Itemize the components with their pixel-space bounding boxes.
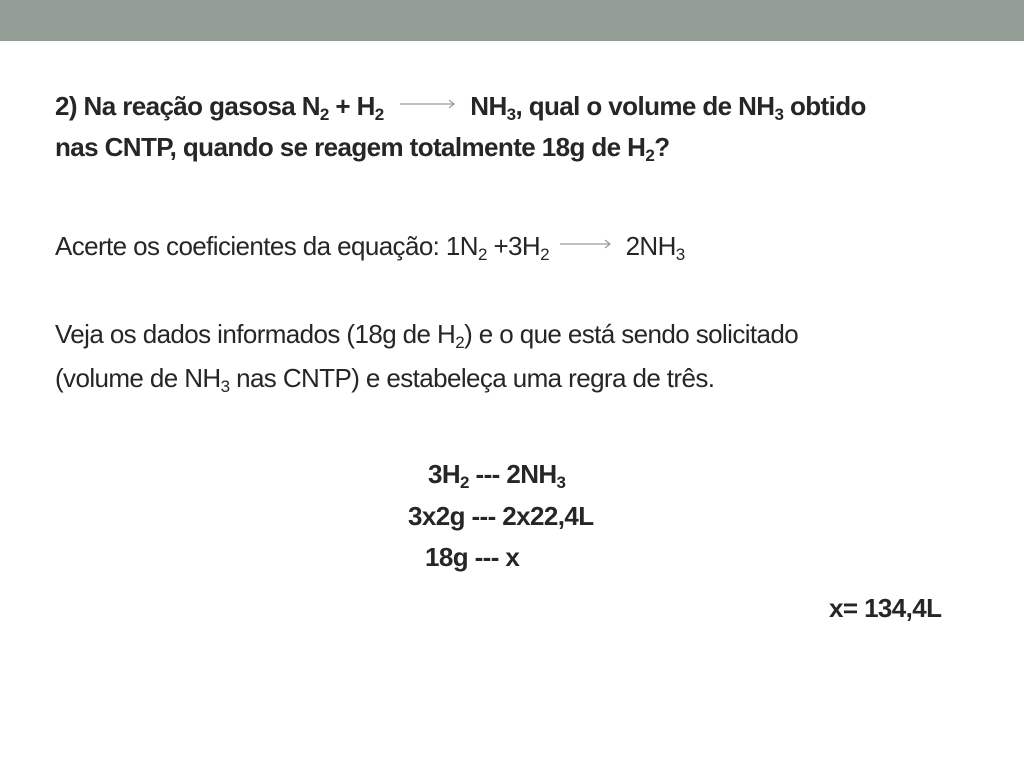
explanation-line-1 <box>55 314 798 354</box>
balance-prefix: Acerte os coeficientes da equação: 1N <box>55 231 478 261</box>
balance-product: 2NH <box>625 231 676 261</box>
explanation-line-2-sub: 3 <box>220 377 230 396</box>
question-line-2 <box>55 127 669 167</box>
formula-nh3: $NH_3$ <box>738 91 784 124</box>
question-line-1 <box>55 86 866 126</box>
balance-line <box>55 226 685 266</box>
reaction-arrow-icon <box>396 97 462 111</box>
calc-row-1-a: 3H <box>428 459 461 489</box>
question-middle: , qual o volume de <box>515 91 732 121</box>
result: x= 134,4L <box>829 593 942 623</box>
formula-n2: $N_2$ <box>301 91 329 124</box>
question-number: 2) <box>55 91 77 121</box>
question-obtido: obtido <box>789 91 866 121</box>
calc-row-3: 18g --- x <box>425 542 520 572</box>
balance-n-sub: 2 <box>477 245 487 264</box>
calc-row-1 <box>428 454 565 494</box>
calc-row-1-b: --- 2NH <box>475 459 557 489</box>
balance-product-sub: 3 <box>675 245 685 264</box>
explanation-line-1-a: Veja os dados informados (18g de H <box>55 319 456 349</box>
question-intro: Na reação gasosa <box>83 91 296 121</box>
formula-nh3-product: $NH_3$ <box>470 91 516 124</box>
calc-row-1-sub-2: 3 <box>556 473 566 492</box>
explanation-line-1-b: ) e o que está sendo solicitado <box>464 319 799 349</box>
formula-h2-mass: $H_2$ <box>627 132 655 165</box>
balance-h: +3H <box>493 231 541 261</box>
explanation-line-1-sub: 2 <box>455 333 465 352</box>
formula-h2: $H_2$ <box>356 91 384 124</box>
calc-row-1-sub-1: 2 <box>460 473 469 492</box>
explanation-line-2 <box>55 358 714 398</box>
explanation-line-2-b: nas CNTP) e estabeleça uma regra de três. <box>236 363 715 393</box>
plus-sign: + <box>335 91 350 121</box>
question-line-2-text: nas CNTP, quando se reagem totalmente 18g de <box>55 132 621 162</box>
calc-row-2: 3x2g --- 2x22,4L <box>408 501 594 531</box>
balance-h-sub: 2 <box>540 245 549 264</box>
explanation-line-2-a: (volume de NH <box>55 363 221 393</box>
top-bar <box>0 0 1024 41</box>
reaction-arrow-icon <box>558 237 616 251</box>
question-end: ? <box>654 132 670 162</box>
